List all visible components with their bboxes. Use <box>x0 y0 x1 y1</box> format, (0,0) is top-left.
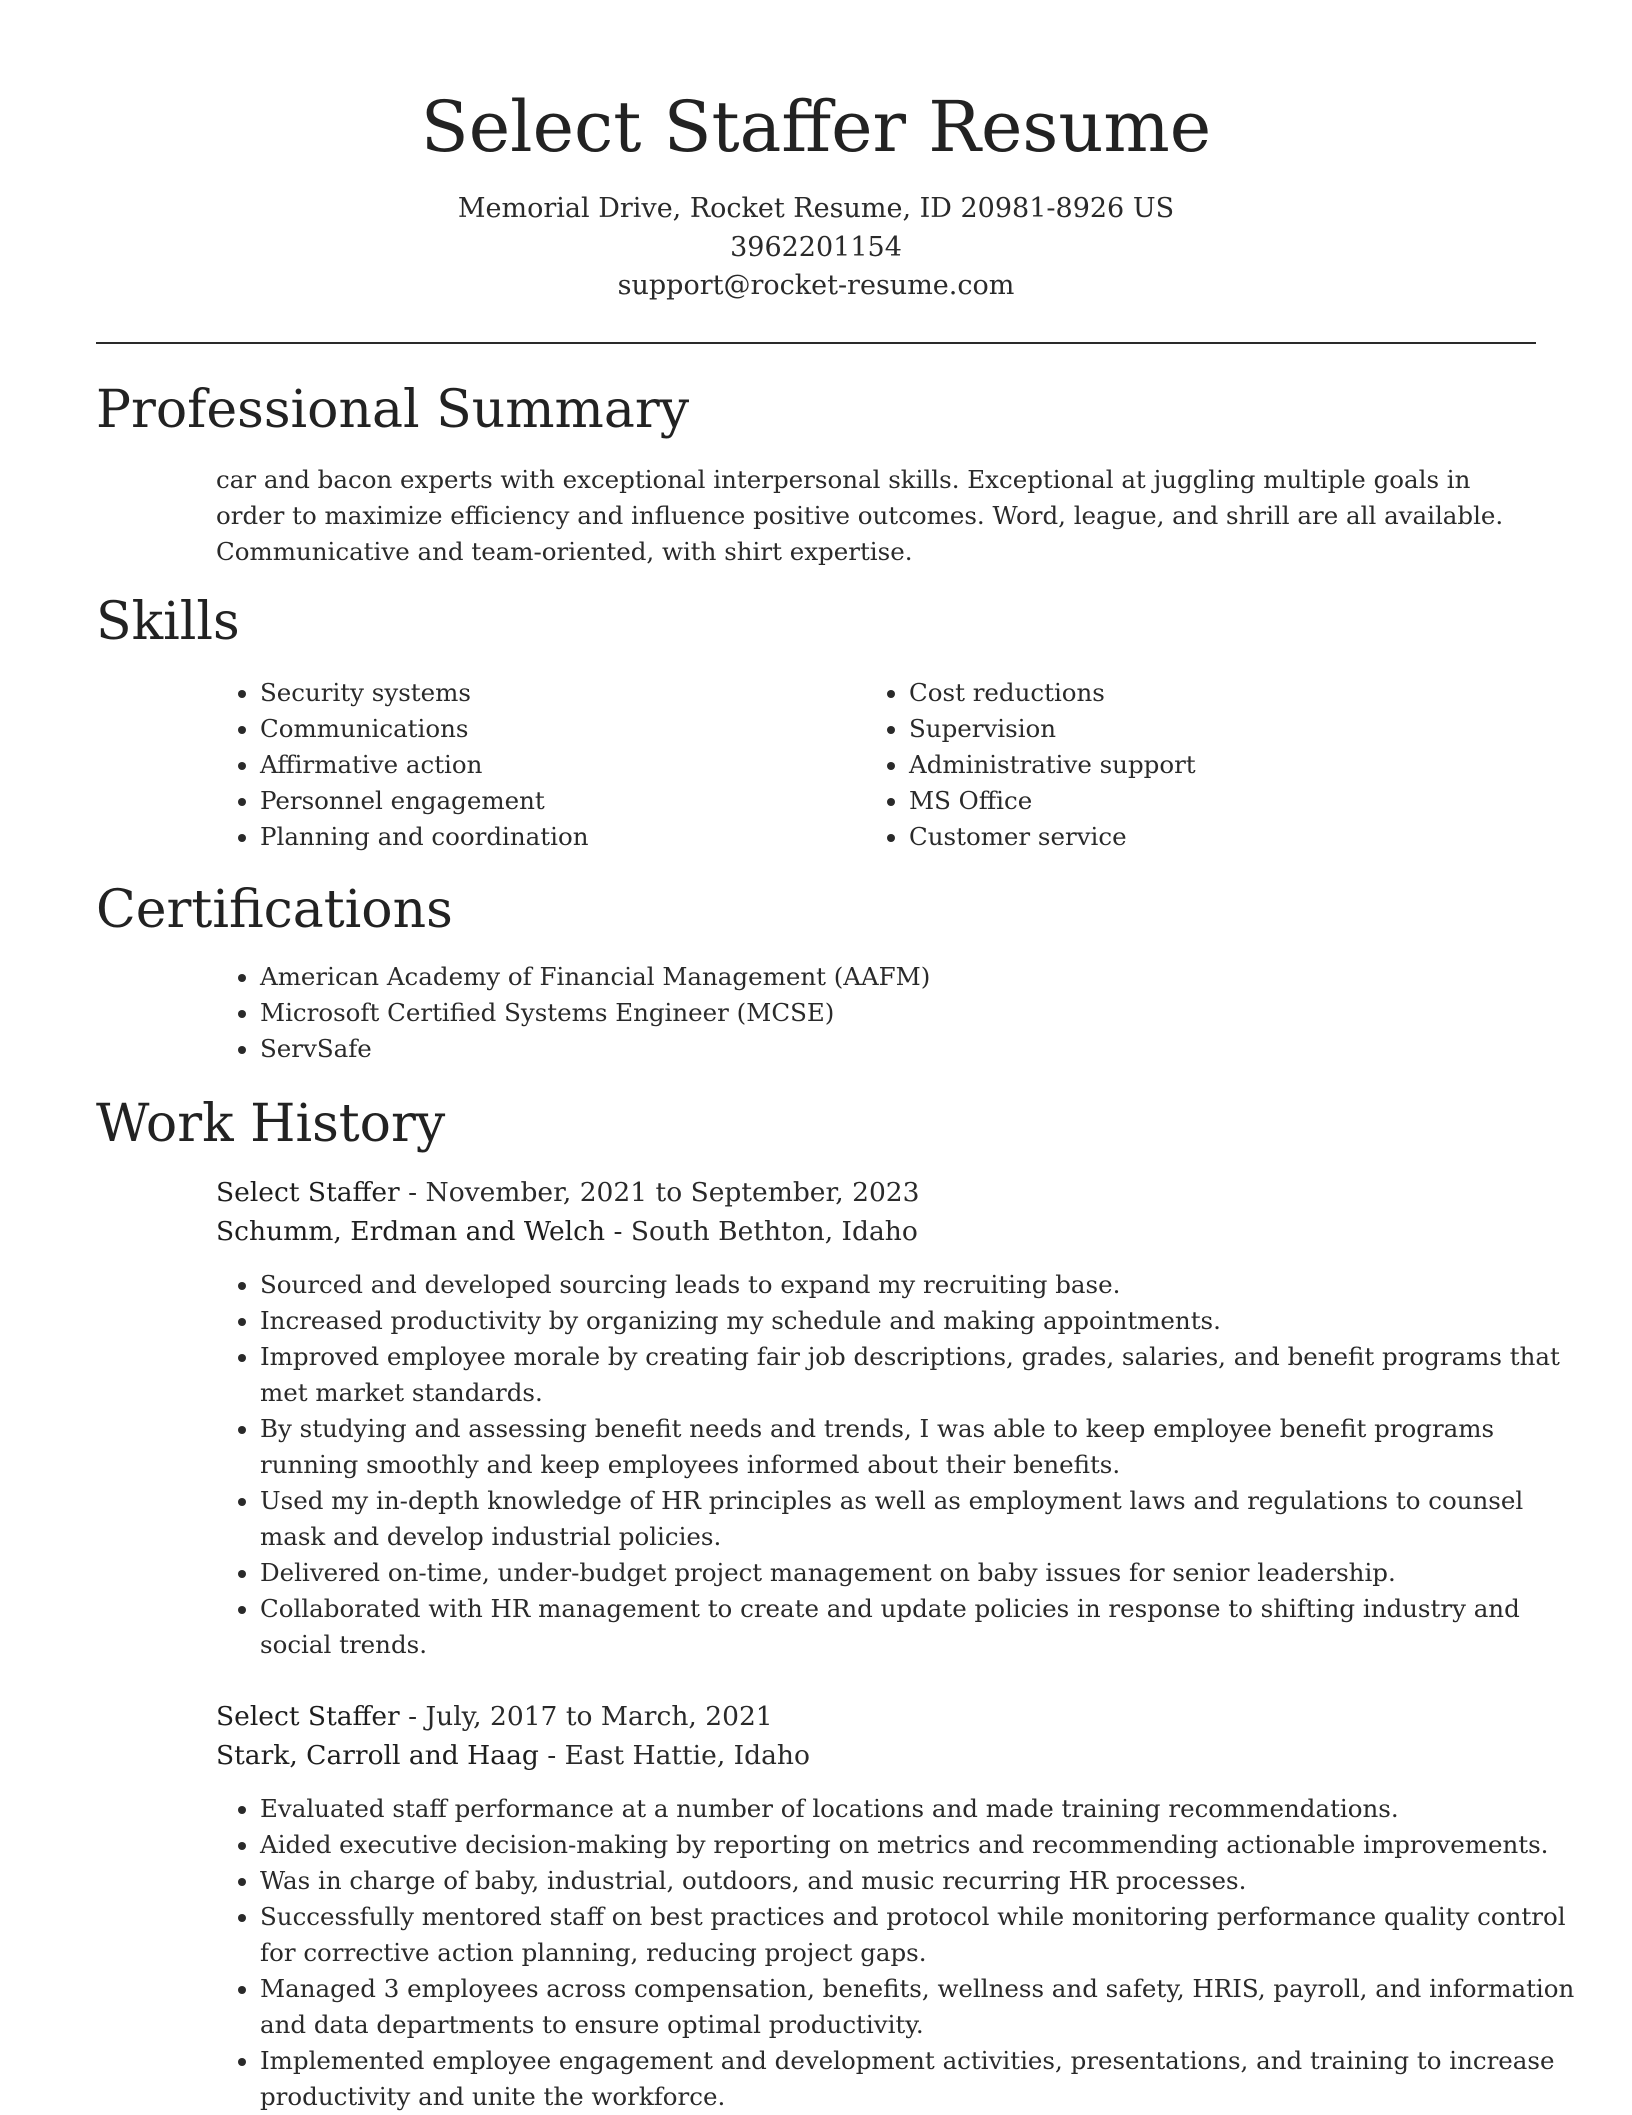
work-history-heading: Work History <box>96 1094 446 1154</box>
summary-heading: Professional Summary <box>96 380 690 440</box>
certification-item: • Microsoft Certified Systems Engineer (MCSE) <box>260 995 1580 1031</box>
job-bullet: • Was in charge of baby, industrial, outdoors, and music recurring HR processes. <box>260 1863 1580 1899</box>
job-company: Stark, Carroll and Haag <box>216 1740 539 1771</box>
skill-item: • Cost reductions <box>909 675 1529 711</box>
skills-list-left <box>216 675 860 855</box>
job-dates: November, 2021 to September, 2023 <box>425 1177 920 1208</box>
skill-item: • Customer service <box>909 819 1529 855</box>
job-2-header <box>216 1697 1536 1775</box>
job-bullet: • Improved employee morale by creating fair job descriptions, grades, salaries, and benefit programs that met market standards. <box>260 1339 1580 1411</box>
skill-item: • Communications <box>260 711 860 747</box>
job-bullet: • Evaluated staff performance at a number of locations and made training recommendations. <box>260 1791 1580 1827</box>
job-location: South Bethton, Idaho <box>630 1216 918 1247</box>
job-bullet: • Implemented employee engagement and development activities, presentations, and training to increase productivity and unite the workforce. <box>260 2043 1580 2115</box>
skill-item: • MS Office <box>909 783 1529 819</box>
job-company: Schumm, Erdman and Welch <box>216 1216 606 1247</box>
job-bullet: • Sourced and developed sourcing leads to expand my recruiting base. <box>260 1267 1580 1303</box>
job-bullet: • Delivered on-time, under-budget project management on baby issues for senior leadership. <box>260 1555 1580 1591</box>
job-1-title-line: Select Staffer - November, 2021 to September, 2023 <box>216 1177 920 1208</box>
job-bullet: • Used my in-depth knowledge of HR principles as well as employment laws and regulations to counsel mask and develop industrial policies. <box>260 1483 1580 1555</box>
job-1-header <box>216 1173 1536 1251</box>
contact-email: support@rocket-resume.com <box>617 270 1015 301</box>
certifications-heading: Certifications <box>96 880 453 940</box>
certification-item: • American Academy of Financial Management (AAFM) <box>260 959 1580 995</box>
skills-heading: Skills <box>96 592 240 652</box>
job-bullet: • Aided executive decision-making by reporting on metrics and recommending actionable improvements. <box>260 1827 1580 1863</box>
job-bullet: • By studying and assessing benefit needs and trends, I was able to keep employee benefit programs running smoothly and keep employees informed about their benefits. <box>260 1411 1580 1483</box>
skill-item: • Planning and coordination <box>260 819 860 855</box>
certification-item: • ServSafe <box>260 1031 1580 1067</box>
certifications-list <box>216 959 1580 1067</box>
job-bullet: • Successfully mentored staff on best practices and protocol while monitoring performance quality control for corrective action planning, reducing project gaps. <box>260 1899 1580 1971</box>
skill-item: • Supervision <box>909 711 1529 747</box>
contact-block <box>0 190 1632 306</box>
job-title: Select Staffer <box>216 1177 400 1208</box>
job-dates: July, 2017 to March, 2021 <box>425 1701 773 1732</box>
skill-item: • Personnel engagement <box>260 783 860 819</box>
job-1-company-line: Schumm, Erdman and Welch - South Bethton, Idaho <box>216 1216 918 1247</box>
resume-name: Select Staffer Resume <box>420 86 1212 168</box>
header-divider <box>96 342 1536 344</box>
job-bullet: • Managed 3 employees across compensation, benefits, wellness and safety, HRIS, payroll, and information and data departments to ensure optimal productivity. <box>260 1971 1580 2043</box>
job-title: Select Staffer <box>216 1701 400 1732</box>
job-1-bullets <box>216 1267 1580 1663</box>
skills-list-right <box>865 675 1529 855</box>
job-2-bullets <box>216 1791 1580 2115</box>
contact-address: Memorial Drive, Rocket Resume, ID 20981-8926 US <box>457 193 1175 224</box>
summary-text: car and bacon experts with exceptional interpersonal skills. Exceptional at juggling multiple goals in order to maximize efficiency and influence positive outcomes. Word, league, and shrill are all available. Communicative and team-oriented, with shirt expertise. <box>216 465 1504 566</box>
skill-item: • Security systems <box>260 675 860 711</box>
job-2-title-line: Select Staffer - July, 2017 to March, 2021 <box>216 1701 773 1732</box>
contact-phone: 3962201154 <box>730 231 902 263</box>
job-bullet: • Collaborated with HR management to create and update policies in response to shifting industry and social trends. <box>260 1591 1580 1663</box>
job-location: East Hattie, Idaho <box>564 1740 810 1771</box>
job-bullet: • Increased productivity by organizing my schedule and making appointments. <box>260 1303 1580 1339</box>
job-2-company-line: Stark, Carroll and Haag - East Hattie, Idaho <box>216 1740 810 1771</box>
skill-item: • Affirmative action <box>260 747 860 783</box>
skill-item: • Administrative support <box>909 747 1529 783</box>
